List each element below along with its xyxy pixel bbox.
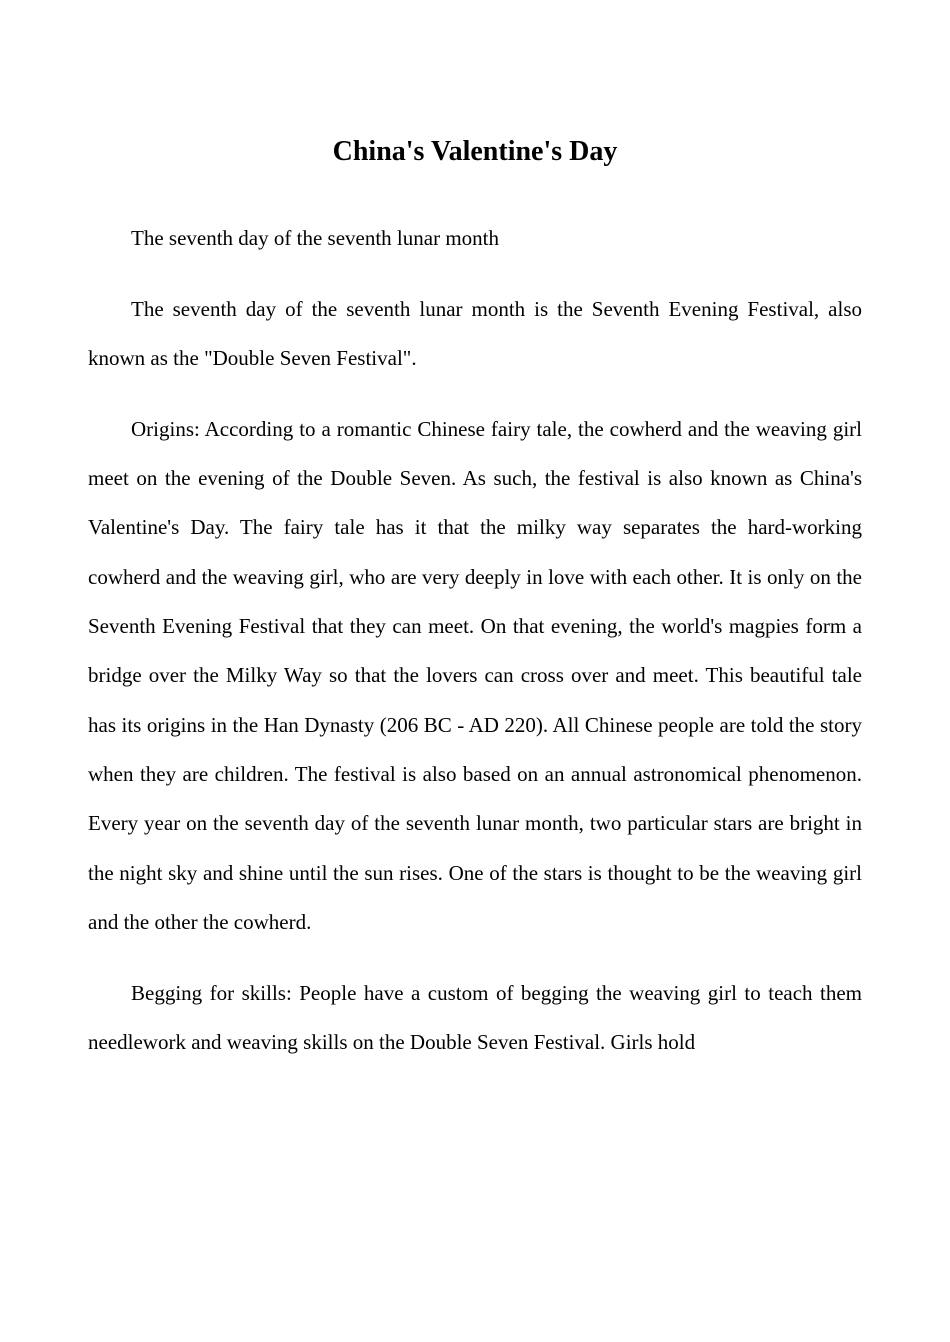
- document-body: [88, 214, 862, 1089]
- paragraph-origins: Origins: According to a romantic Chinese fairy tale, the cowherd and the weaving girl meet on the evening of the Double Seven. As such, the festival is also known as China's Valentine's Day. The fairy tale has it that the milky way separates the hard-working cowherd and the weaving girl, who are very deeply in love with each other. It is only on the Seventh Evening Festival that they can meet. On that evening, the world's magpies form a bridge over the Milky Way so that the lovers can cross over and meet. This beautiful tale has its origins in the Han Dynasty (206 BC - AD 220). All Chinese people are told the story when they are children. The festival is also based on an annual astronomical phenomenon. Every year on the seventh day of the seventh lunar month, two particular stars are bright in the night sky and shine until the sun rises. One of the stars is thought to be the weaving girl and the other the cowherd.: [88, 416, 862, 934]
- paragraph-subtitle: The seventh day of the seventh lunar month: [131, 226, 499, 250]
- paragraph-begging-for-skills: Begging for skills: People have a custom of begging the weaving girl to teach them needlework and weaving skills on the Double Seven Festival. Girls hold: [88, 980, 862, 1054]
- paragraph-intro: The seventh day of the seventh lunar month is the Seventh Evening Festival, also known as the "Double Seven Festival".: [88, 296, 862, 371]
- document-title: China's Valentine's Day: [332, 136, 618, 167]
